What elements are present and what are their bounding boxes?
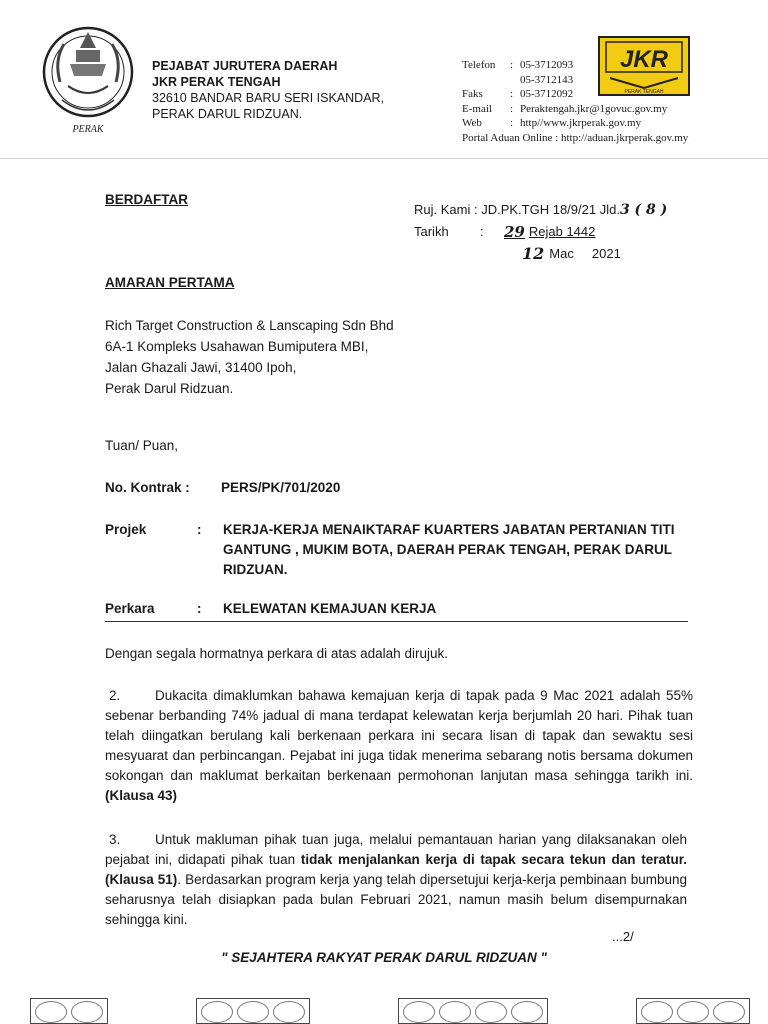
hijri-day: 29	[504, 223, 525, 241]
contract-label: No. Kontrak :	[105, 480, 190, 495]
para-text: . Berdasarkan program kerja yang telah dipersetujui kerja-kerja pembinaan bumbung seharusnya telah disiapkan pada bulan Februari 2021, namun masih belum disempurnakan sehingga kini.	[105, 872, 687, 927]
certification-badge-icon	[398, 998, 548, 1024]
office-subname: JKR PERAK TENGAH	[152, 75, 281, 89]
project-row: Projek : KERJA-KERJA MENAIKTARAF KUARTERS JABATAN PERTANIAN TITI GANTUNG , MUKIM BOTA, DAERAH PERAK TENGAH, PERAK DARUL RIDZUAN.	[105, 520, 705, 580]
contact-label: Faks	[462, 88, 483, 100]
perak-crest-icon	[40, 20, 136, 136]
greg-day: 12	[522, 244, 545, 263]
fax: 05-3712092	[520, 88, 574, 100]
ref-label: Ruj. Kami	[414, 202, 471, 217]
hijri-month-year: Rejab 1442	[528, 224, 596, 239]
subject-label: Perkara	[105, 601, 155, 616]
para-text: Untuk makluman pihak tuan juga, melalui pemantauan harian yang dilaksanakan oleh pejabat ini, didapati pihak tuan	[105, 832, 687, 867]
crest-caption: PERAK	[72, 124, 104, 135]
logo-text: JKR	[619, 46, 669, 73]
project-title: KERJA-KERJA MENAIKTARAF KUARTERS JABATAN PERTANIAN TITI GANTUNG , MUKIM BOTA, DAERAH PERAK TENGAH, PERAK DARUL RIDZUAN.	[223, 522, 675, 577]
contact-label: Telefon	[462, 59, 496, 71]
certification-strip	[30, 998, 750, 1024]
header-divider	[0, 158, 768, 159]
intro-text: Dengan segala hormatnya perkara di atas adalah dirujuk.	[105, 646, 448, 661]
contract-number: PERS/PK/701/2020	[221, 480, 341, 495]
contract-row	[105, 480, 340, 495]
recipient-line: Rich Target Construction & Lanscaping Sdn Bhd	[105, 318, 394, 333]
reference-block: Ruj. Kami : JD.PK.TGH 18/9/21 Jld. 3 ( 8 ) Tarikh : 29 Rejab 1442 12 Mac 2021	[414, 199, 667, 265]
salutation: Tuan/ Puan,	[105, 438, 179, 453]
para-number: 2.	[109, 688, 121, 703]
para-number: 3.	[109, 832, 121, 847]
contact-label	[462, 73, 510, 88]
registered-label: BERDAFTAR	[105, 192, 188, 207]
greg-month-year: Mac 2021	[549, 246, 621, 261]
office-name: PEJABAT JURUTERA DAERAH	[152, 59, 338, 73]
recipient-address	[105, 315, 394, 399]
email: Peraktengah.jkr@1govuc.gov.my	[520, 102, 668, 115]
date-label: Tarikh	[414, 224, 449, 239]
ref-value: JD.PK.TGH 18/9/21 Jld.	[481, 202, 620, 217]
certification-badge-icon	[30, 998, 108, 1024]
logo-subtext: PERAK TENGAH	[624, 89, 664, 95]
jkr-logo-icon	[598, 36, 690, 96]
certification-badge-icon	[636, 998, 750, 1024]
project-label: Projek	[105, 522, 147, 537]
page-continuation: ...2/	[612, 929, 634, 944]
office-address-1: 32610 BANDAR BARU SERI ISKANDAR,	[152, 91, 385, 105]
para-text: Dukacita dimaklumkan bahawa kemajuan kerja di tapak pada 9 Mac 2021 adalah 55% sebenar berbanding 74% jadual di mana terdapat kelewatan kerja berjumlah 20 hari. Pihak tuan telah diingatkan berulang kali berkenaan perkara ini secara lisan di tapak dan sewaktu sesi mesyuarat dan perbincangan. Pejabat ini juga tidak menerima sebarang notis bersama dokumen sokongan dan maklumat berkaitan berkenaan permohonan lanjutan masa sehingga tarikh ini.	[105, 688, 693, 783]
phone-2: 05-3712143	[520, 73, 574, 86]
ref-handwritten: 3 ( 8 )	[619, 202, 668, 218]
subject-title: KELEWATAN KEMAJUAN KERJA	[223, 601, 437, 616]
recipient-line: Jalan Ghazali Jawi, 31400 Ipoh,	[105, 360, 297, 375]
office-address-2: PERAK DARUL RIDZUAN.	[152, 107, 303, 121]
paragraph-2	[105, 686, 693, 806]
warning-title: AMARAN PERTAMA	[105, 275, 235, 290]
website: http//www.jkrperak.gov.my	[520, 117, 642, 129]
contact-label: Web	[462, 117, 482, 129]
recipient-line: Perak Darul Ridzuan.	[105, 381, 234, 396]
subject-row: Perkara : KELEWATAN KEMAJUAN KERJA	[105, 601, 437, 616]
contact-block: Telefon : 05-3712093 05-3712143 Faks : 05-3712092 E-mail : Peraktengah.jkr@1govuc.gov.my Web : http//www.jkrperak.gov.my Portal Aduan Online : http://aduan.jkrperak.gov.my	[462, 59, 689, 144]
recipient-line: 6A-1 Kompleks Usahawan Bumiputera MBI,	[105, 339, 369, 354]
clause-ref: (Klausa 43)	[105, 788, 178, 803]
certification-badge-icon	[196, 998, 310, 1024]
office-header	[152, 58, 384, 122]
motto: " SEJAHTERA RAKYAT PERAK DARUL RIDZUAN "	[221, 950, 547, 965]
clause-ref: tidak menjalankan kerja di tapak secara tekun dan teratur. (Klausa 51)	[105, 852, 687, 887]
contact-label: E-mail	[462, 102, 492, 115]
portal-link: Portal Aduan Online : http://aduan.jkrperak.gov.my	[462, 131, 689, 144]
subject-underline	[105, 621, 688, 622]
paragraph-3	[105, 830, 687, 930]
phone-1: 05-3712093	[520, 59, 574, 71]
